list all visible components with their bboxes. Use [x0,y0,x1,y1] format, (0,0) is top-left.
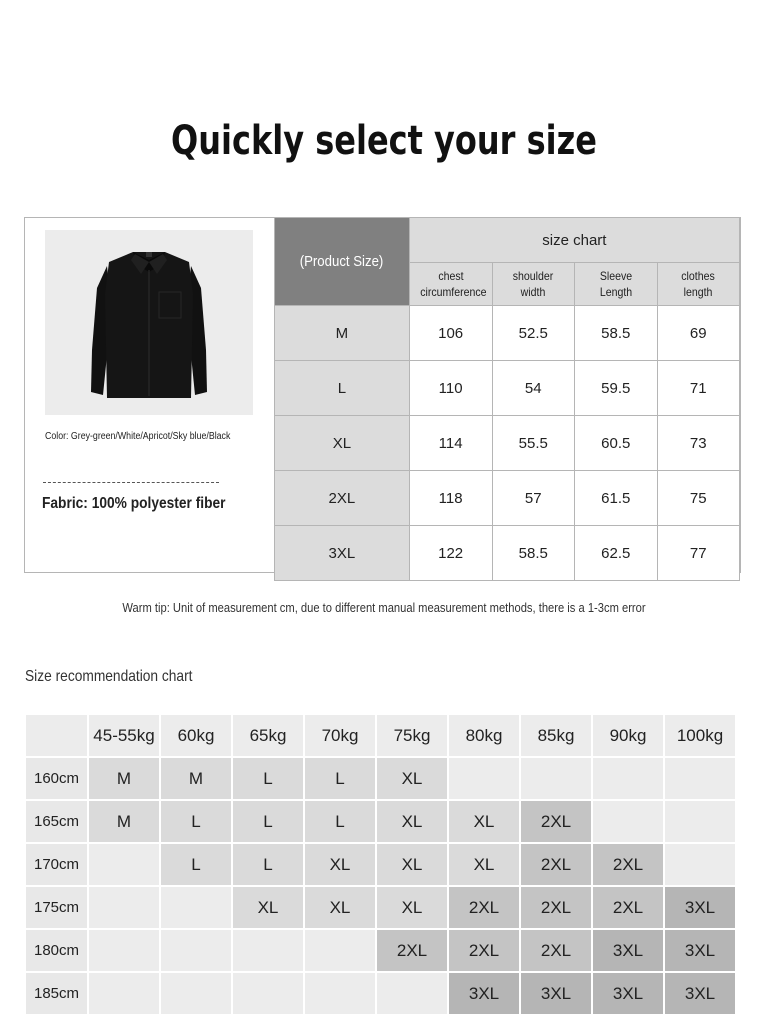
measurement-cell: 58.5 [575,306,657,361]
height-row [26,887,735,928]
recommended-size-cell: L [233,758,303,799]
color-options-note: Color: Grey-green/White/Apricot/Sky blue/Black [45,431,231,442]
weight-header: 85kg [521,715,591,756]
empty-cell [665,758,735,799]
size-recommendation-table [24,713,737,1016]
recommended-size-cell: XL [233,887,303,928]
recommended-size-cell: 3XL [665,973,735,1014]
measurement-cell: 54 [492,361,574,416]
measurement-cell: 77 [657,526,740,581]
recommended-size-cell: M [89,758,159,799]
recommended-size-cell: L [233,844,303,885]
col-header-shoulder: shoulder width [492,263,574,306]
measurement-cell: 122 [409,526,492,581]
size-chart-header: size chart [409,218,739,263]
empty-cell [161,973,231,1014]
col-header-length: clothes length [657,263,740,306]
recommended-size-cell: 3XL [521,973,591,1014]
recommended-size-cell: L [305,801,375,842]
measurement-cell: 62.5 [575,526,657,581]
height-label: 160cm [26,758,87,799]
height-label: 165cm [26,801,87,842]
height-label: 180cm [26,930,87,971]
recommended-size-cell: 2XL [449,887,519,928]
col-header-sleeve: Sleeve Length [575,263,657,306]
recommended-size-cell: L [233,801,303,842]
measurement-cell: 106 [409,306,492,361]
empty-cell [521,758,591,799]
recommended-size-cell: 2XL [377,930,447,971]
empty-cell [593,758,663,799]
recommended-size-cell: 2XL [521,887,591,928]
weight-header-row [26,715,735,756]
measurement-cell: 73 [657,416,740,471]
product-panel [25,218,274,572]
size-label: L [275,361,410,416]
empty-cell [593,801,663,842]
size-label: 2XL [275,471,410,526]
height-row [26,930,735,971]
size-row [275,526,740,581]
empty-cell [665,844,735,885]
recommended-size-cell: 2XL [521,801,591,842]
recommended-size-cell: 2XL [593,844,663,885]
weight-header: 90kg [593,715,663,756]
recommended-size-cell: L [161,801,231,842]
measurement-cell: 55.5 [492,416,574,471]
recommended-size-cell: 2XL [593,887,663,928]
height-row [26,801,735,842]
size-label: XL [275,416,410,471]
empty-cell [377,973,447,1014]
recommended-size-cell: XL [377,758,447,799]
product-photo [45,230,253,415]
recommended-size-cell: XL [377,801,447,842]
height-row [26,844,735,885]
empty-cell [161,930,231,971]
empty-cell [89,887,159,928]
recommended-size-cell: XL [449,801,519,842]
height-label: 185cm [26,973,87,1014]
empty-cell [89,930,159,971]
weight-header: 75kg [377,715,447,756]
empty-cell [233,930,303,971]
measurement-cell: 58.5 [492,526,574,581]
recommended-size-cell: 3XL [665,887,735,928]
measurement-cell: 60.5 [575,416,657,471]
recommended-size-cell: 2XL [521,844,591,885]
weight-header: 100kg [665,715,735,756]
weight-header: 65kg [233,715,303,756]
measurement-cell: 52.5 [492,306,574,361]
size-row [275,471,740,526]
size-label: M [275,306,410,361]
empty-cell [449,758,519,799]
corner-cell [26,715,87,756]
recommended-size-cell: M [161,758,231,799]
fabric-note: Fabric: 100% polyester fiber [42,495,226,512]
size-row [275,306,740,361]
size-label: 3XL [275,526,410,581]
measurement-cell: 75 [657,471,740,526]
recommended-size-cell: 2XL [521,930,591,971]
recommended-size-cell: XL [449,844,519,885]
height-label: 175cm [26,887,87,928]
measurement-cell: 57 [492,471,574,526]
measurement-cell: 71 [657,361,740,416]
recommended-size-cell: XL [305,844,375,885]
recommended-size-cell: 3XL [593,930,663,971]
size-chart-table [274,217,740,581]
weight-header: 80kg [449,715,519,756]
empty-cell [161,887,231,928]
empty-cell [305,930,375,971]
recommended-size-cell: XL [377,844,447,885]
height-row [26,973,735,1014]
shirt-image [45,230,253,415]
recommended-size-cell: XL [305,887,375,928]
measurement-cell: 59.5 [575,361,657,416]
size-chart-box [24,217,741,573]
product-size-header: (Product Size) [275,218,410,306]
page-title: Quickly select your size [171,118,597,164]
recommended-size-cell: 3XL [665,930,735,971]
height-label: 170cm [26,844,87,885]
empty-cell [89,973,159,1014]
weight-header: 70kg [305,715,375,756]
measurement-cell: 118 [409,471,492,526]
divider-line [43,482,219,483]
measurement-cell: 69 [657,306,740,361]
recommended-size-cell: XL [377,887,447,928]
recommended-size-cell: 3XL [593,973,663,1014]
col-header-chest: chest circumference [409,263,492,306]
recommendation-title: Size recommendation chart [25,668,193,685]
measurement-cell: 61.5 [575,471,657,526]
warm-tip: Warm tip: Unit of measurement cm, due to different manual measurement methods, there is a 1-3cm error [122,600,646,615]
recommended-size-cell: M [89,801,159,842]
weight-header: 45-55kg [89,715,159,756]
recommended-size-cell: 2XL [449,930,519,971]
recommended-size-cell: 3XL [449,973,519,1014]
height-row [26,758,735,799]
empty-cell [305,973,375,1014]
empty-cell [89,844,159,885]
recommended-size-cell: L [305,758,375,799]
weight-header: 60kg [161,715,231,756]
measurement-cell: 114 [409,416,492,471]
empty-cell [233,973,303,1014]
measurement-cell: 110 [409,361,492,416]
recommended-size-cell: L [161,844,231,885]
empty-cell [665,801,735,842]
size-row [275,361,740,416]
size-row [275,416,740,471]
